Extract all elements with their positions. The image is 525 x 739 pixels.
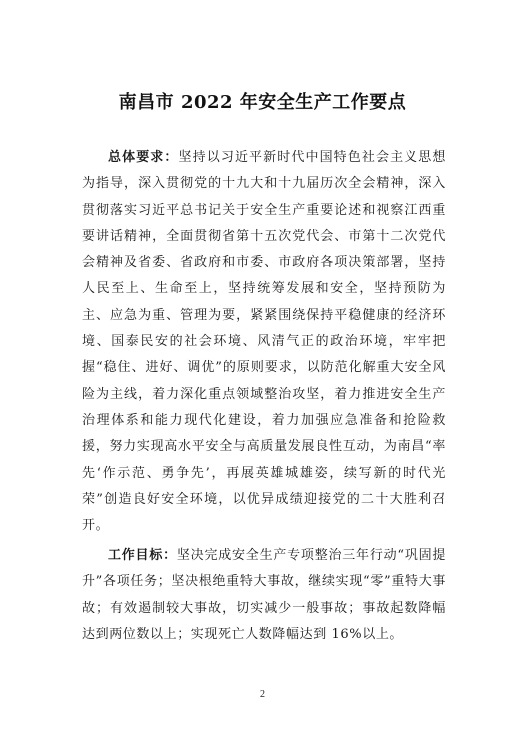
paragraph-general-requirements xyxy=(82,145,446,539)
paragraph-body: 坚决完成安全生产专项整治三年行动“巩固提升”各项任务；坚决根绝重特大事故，继续实现“零”重特大事故；有效遏制较大事故，切实减少一般事故；事故起数降幅达到两位数以上；实现死亡人数降幅达到 16%以上。 xyxy=(82,548,446,642)
paragraph-work-targets xyxy=(82,543,446,648)
paragraph-body: 坚持以习近平新时代中国特色社会主义思想为指导，深入贯彻党的十九大和十九届历次全会精神，深入贯彻落实习近平总书记关于安全生产重要论述和视察江西重要讲话精神，全面贯彻省第十五次党代会、市第十二次党代会精神及省委、省政府和市委、市政府各项决策部署，坚持人民至上、生命至上，坚持统筹发展和安全，坚持预防为主、应急为重、管理为要，紧紧围绕保持平稳健康的经济环境、国泰民安的社会环境、风清气正的政治环境，牢牢把握“稳住、进好、调优”的原则要求，以防范化解重大安全风险为主线，着力深化重点领域整治攻坚，着力推进安全生产治理体系和能力现代化建设，着力加强应急准备和抢险救援，努力实现高水平安全与高质量发展良性互动，为南昌“率先‘作示范、勇争先’，再展英雄城雄姿，续写新的时代光荣”创造良好安全环境，以优异成绩迎接党的二十大胜利召开。 xyxy=(82,150,446,534)
document-title: 南昌市 2022 年安全生产工作要点 xyxy=(118,92,407,113)
page-number: 2 xyxy=(260,689,265,700)
paragraph-lead: 总体要求： xyxy=(108,150,179,165)
paragraph-lead: 工作目标： xyxy=(108,548,177,563)
